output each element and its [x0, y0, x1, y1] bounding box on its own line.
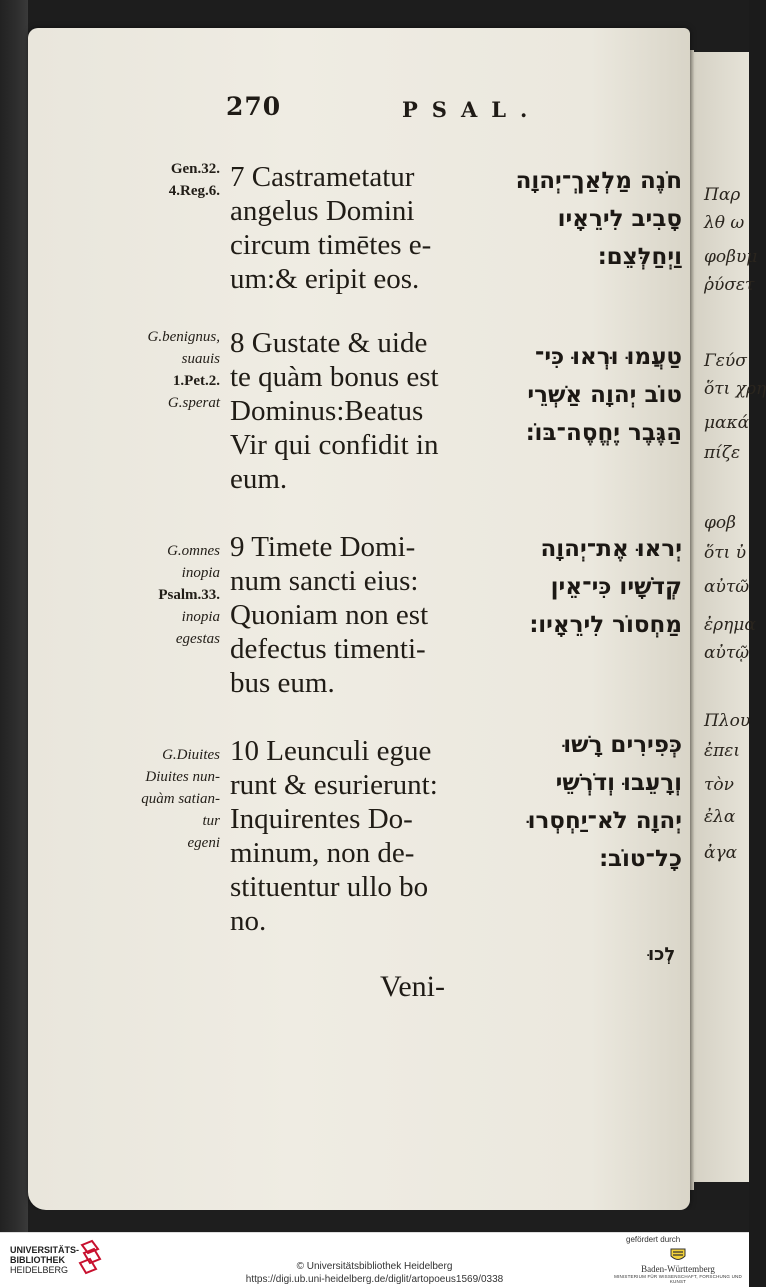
greek-fragment: ἐπει [704, 741, 741, 761]
latin-line: 10 Leunculi egue [230, 735, 432, 767]
greek-fragment: ἐρημα [704, 615, 756, 635]
marginal-note: egeni [187, 835, 220, 851]
logo-line: BIBLIOTHEK [10, 1255, 65, 1265]
marginal-note: Diuites nun- [145, 769, 220, 785]
running-head: PSAL. [402, 97, 542, 122]
marginal-note: 4.Reg.6. [168, 183, 220, 199]
scan-bottom-margin [30, 1210, 749, 1232]
latin-line: Vir qui confidit in [230, 429, 439, 461]
hebrew-catchword: לְכוּ [648, 944, 676, 965]
hebrew-line: סָבִיב לִירֵאָיו [557, 206, 682, 232]
greek-fragment: μακά [704, 413, 750, 433]
latin-line: um:& eripit eos. [230, 263, 420, 295]
marginal-note: inopia [181, 565, 220, 581]
copyright-notice: © Universitätsbibliothek Heidelberg [296, 1261, 453, 1272]
marginal-note: G.benignus, [147, 329, 220, 345]
marginal-note: G.sperat [167, 395, 220, 411]
hebrew-verse [470, 338, 682, 452]
coat-of-arms-icon [668, 1247, 688, 1263]
greek-fragment: ὅτι χρη [704, 379, 766, 399]
hebrew-line: וַיְחַלְּצֵם׃ [598, 244, 682, 270]
hebrew-verse [470, 726, 682, 878]
logo-line: HEIDELBERG [10, 1265, 69, 1275]
latin-verse [230, 530, 428, 700]
latin-verse [230, 160, 431, 296]
latin-line: minum, non de- [230, 837, 415, 869]
greek-fragment: αὐτῷ [704, 643, 750, 663]
library-logo-icon [76, 1239, 104, 1279]
marginal-note: Gen.32. [170, 161, 220, 177]
hebrew-line: מַחְסוֹר לִירֵאָיו׃ [529, 612, 682, 638]
logo-line: UNIVERSITÄTS- [10, 1245, 80, 1255]
hebrew-verse [470, 162, 682, 276]
hebrew-line: וְרָעֵבוּ וְדֹרְשֵׁי [555, 770, 682, 796]
hebrew-line: טַעֲמוּ וּרְאוּ כִּי־ [534, 344, 682, 370]
permalink[interactable]: https://digi.ub.uni-heidelberg.de/diglit/artopoeus1569/0338 [245, 1274, 504, 1285]
marginal-note: Psalm.33. [158, 587, 220, 603]
greek-fragment: αὐτῶ [704, 577, 750, 597]
marginal-note: 1.Pet.2. [172, 373, 220, 389]
greek-fragment: πίζε [704, 443, 741, 463]
funder-block [612, 1235, 744, 1284]
marginal-note: egestas [175, 631, 220, 647]
greek-fragment: Γεύσ [704, 351, 747, 371]
marginal-note: inopia [181, 609, 220, 625]
marginal-note: quàm satian- [141, 791, 220, 807]
latin-line: Dominus:Beatus [230, 395, 424, 427]
latin-line: no. [230, 905, 267, 937]
greek-fragment: λθ ω [704, 213, 745, 233]
latin-line: 9 Timete Domi- [230, 531, 416, 563]
latin-line: bus eum. [230, 667, 335, 699]
latin-line: Inquirentes Do- [230, 803, 413, 835]
marginal-note: suauis [181, 351, 220, 367]
latin-line: 8 Gustate & uide [230, 327, 428, 359]
marginal-notes [92, 158, 220, 202]
marginal-notes [92, 744, 220, 854]
latin-line: circum timētes e- [230, 229, 432, 261]
book-edge-left [0, 0, 28, 1232]
hebrew-line: חֹנֶה מַלְאַךְ־יְהוָה [515, 168, 682, 194]
funded-by-label: gefördert durch [626, 1235, 681, 1244]
latin-line: 7 Castrametatur [230, 161, 415, 193]
latin-verse [230, 326, 439, 496]
latin-verse [230, 734, 438, 938]
greek-fragment: ἐλα [704, 807, 736, 827]
latin-line: stituentur ullo bo [230, 871, 429, 903]
funder-name: Baden-Württemberg [641, 1264, 715, 1274]
greek-fragment: τὸν [704, 775, 734, 795]
latin-line: runt & esurierunt: [230, 769, 438, 801]
facing-page [692, 52, 766, 1182]
latin-line: defectus timenti- [230, 633, 426, 665]
greek-fragment: φοβυμ [704, 247, 758, 267]
hebrew-line: טוֹב יְהוָה אַשְׁרֵי [527, 382, 682, 408]
hebrew-line: הַגֶּבֶר יֶחֱסֶה־בּוֹ׃ [526, 420, 682, 446]
page-number: 270 [226, 92, 282, 121]
greek-fragment: Πλου [704, 711, 751, 731]
greek-fragment: Παρ [704, 185, 741, 205]
hebrew-verse [470, 530, 682, 644]
funder-ministry: MINISTERIUM FÜR WISSENSCHAFT, FORSCHUNG UND KUNST [614, 1274, 742, 1284]
marginal-notes [92, 326, 220, 414]
marginal-note: tur [202, 813, 220, 829]
marginal-note: G.Diuites [162, 747, 220, 763]
marginal-note: G.omnes [167, 543, 220, 559]
hebrew-line: קְדֹשָׁיו כִּי־אֵין [550, 574, 682, 600]
hebrew-line: כְּפִירִים רָשׁוּ [563, 732, 682, 758]
hebrew-line: כָל־טוֹב׃ [599, 846, 682, 872]
greek-fragment: ὅτι ὐ [704, 543, 747, 563]
latin-line: num sancti eius: [230, 565, 419, 597]
latin-line: eum. [230, 463, 288, 495]
greek-fragment: φοβ [704, 513, 736, 533]
viewer-footer [0, 1232, 749, 1287]
marginal-notes [92, 540, 220, 650]
latin-line: angelus Domini [230, 195, 415, 227]
hebrew-line: יְהוָה לֹא־יַחְסְרוּ [527, 808, 682, 834]
greek-fragment: ῥύσετ [704, 275, 755, 295]
catchword: Veni- [380, 970, 445, 1003]
latin-line: Quoniam non est [230, 599, 429, 631]
greek-fragment: ἀγα [704, 843, 738, 863]
hebrew-line: יְראוּ אֶת־יְהוָה [540, 536, 682, 562]
latin-line: te quàm bonus est [230, 361, 439, 393]
